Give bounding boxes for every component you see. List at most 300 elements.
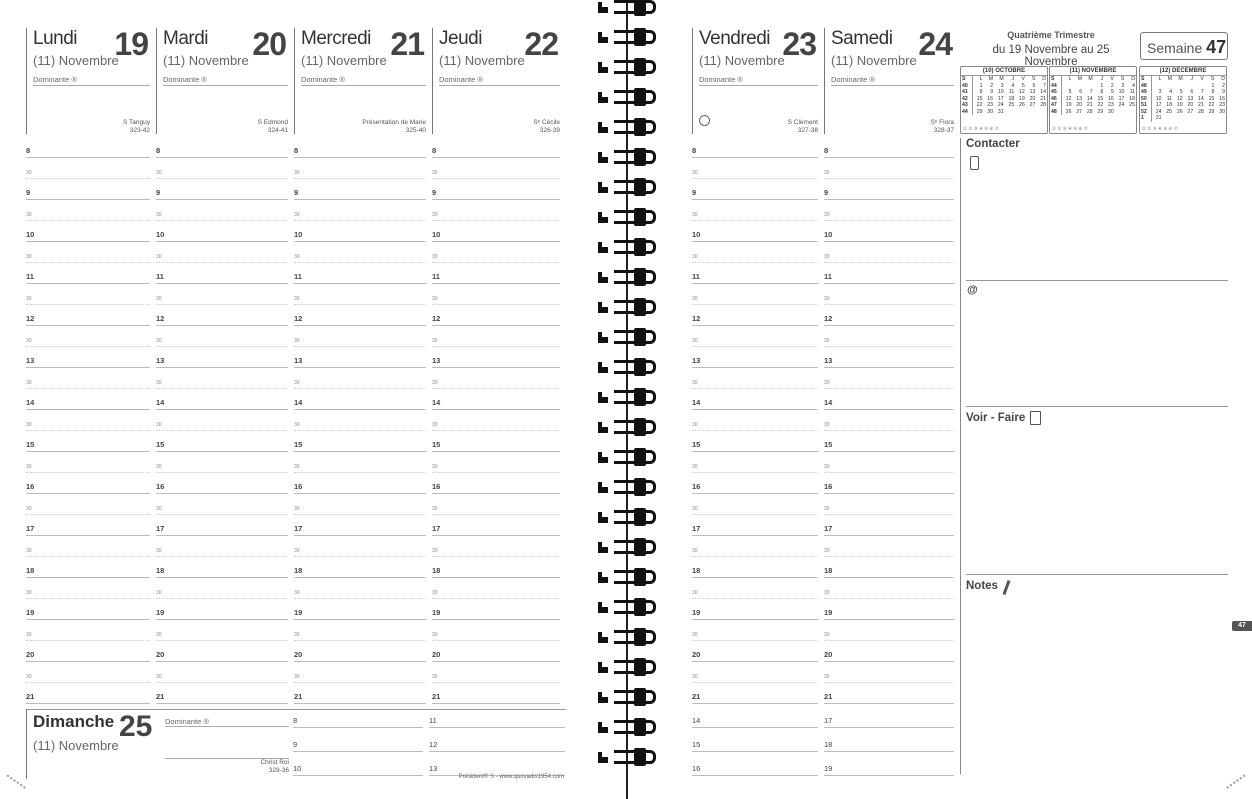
week-number-cell: 44 xyxy=(961,109,972,116)
half-hour-row[interactable] xyxy=(26,167,150,179)
date-cell: 22 xyxy=(976,102,983,108)
hour-row[interactable] xyxy=(692,650,818,662)
half-hour-row[interactable] xyxy=(692,167,818,179)
half-hour-label: 30 xyxy=(294,632,300,638)
saint-name: Présentation de Marie xyxy=(362,119,426,126)
hour-row[interactable] xyxy=(432,566,560,578)
hour-row[interactable] xyxy=(26,650,150,662)
hour-row[interactable] xyxy=(26,440,150,452)
weekend-hour-line[interactable]: 16 xyxy=(692,764,818,776)
half-hour-row[interactable] xyxy=(432,461,560,473)
half-hour-label: 30 xyxy=(294,296,300,302)
half-hour-row[interactable] xyxy=(432,293,560,305)
hour-row[interactable] xyxy=(294,692,426,704)
half-hour-label: 30 xyxy=(156,254,162,260)
hour-row[interactable] xyxy=(26,398,150,410)
hour-row[interactable] xyxy=(432,608,560,620)
hour-row[interactable] xyxy=(156,272,288,284)
half-hour-row[interactable] xyxy=(294,587,426,599)
half-hour-row[interactable] xyxy=(26,335,150,347)
half-hour-label: 30 xyxy=(824,338,830,344)
hour-row[interactable] xyxy=(156,314,288,326)
half-hour-row[interactable] xyxy=(824,587,954,599)
half-hour-row[interactable] xyxy=(156,209,288,221)
half-hour-row[interactable] xyxy=(26,209,150,221)
half-hour-label: 30 xyxy=(26,380,32,386)
half-hour-row[interactable] xyxy=(692,335,818,347)
hour-row[interactable] xyxy=(692,398,818,410)
half-hour-row[interactable] xyxy=(26,629,150,641)
half-hour-row[interactable] xyxy=(692,587,818,599)
hour-label: 14 xyxy=(432,398,441,407)
hour-row[interactable] xyxy=(156,650,288,662)
hour-row[interactable] xyxy=(692,188,818,200)
half-hour-row[interactable] xyxy=(432,671,560,683)
hour-label: 17 xyxy=(294,524,303,533)
phone-icon xyxy=(970,156,979,170)
half-hour-label: 30 xyxy=(692,632,698,638)
hour-row[interactable] xyxy=(432,482,560,494)
wire-clip xyxy=(634,658,646,676)
saint-block xyxy=(533,119,560,135)
date-cell: 5 xyxy=(1179,89,1183,95)
week-number-cell: 48 xyxy=(1140,83,1151,90)
hour-row[interactable] xyxy=(824,524,954,536)
date-cell: 12 xyxy=(1176,95,1183,102)
half-hour-label: 30 xyxy=(294,380,300,386)
half-hour-row[interactable] xyxy=(156,629,288,641)
half-hour-row[interactable] xyxy=(156,503,288,515)
weekday-header: S xyxy=(1210,76,1215,82)
hour-label: 13 xyxy=(432,356,441,365)
half-hour-row[interactable] xyxy=(156,461,288,473)
hour-label: 18 xyxy=(26,566,35,575)
hour-label: 19 xyxy=(432,608,441,617)
half-hour-row[interactable] xyxy=(432,545,560,557)
weekday-header: J xyxy=(1011,76,1015,82)
date-cell: 3 xyxy=(1121,82,1125,89)
weekday-header: M xyxy=(999,76,1004,82)
half-hour-row[interactable] xyxy=(294,461,426,473)
half-hour-row[interactable] xyxy=(692,545,818,557)
notes-section-title: Notes xyxy=(966,580,998,592)
day-name: Vendredi xyxy=(699,28,771,49)
notepad-icon xyxy=(1030,411,1041,425)
half-hour-row[interactable] xyxy=(692,461,818,473)
date-cell: 2 xyxy=(1222,82,1225,89)
half-hour-row[interactable] xyxy=(156,587,288,599)
punch-hole xyxy=(598,92,608,103)
hour-row[interactable] xyxy=(692,524,818,536)
sunday-hour-line[interactable]: 12 xyxy=(429,740,565,752)
hour-row[interactable] xyxy=(692,230,818,242)
half-hour-row[interactable] xyxy=(294,209,426,221)
half-hour-row[interactable] xyxy=(824,545,954,557)
hour-row[interactable] xyxy=(692,566,818,578)
weekday-header: M xyxy=(1088,76,1093,82)
day-number: 20 xyxy=(252,26,286,62)
half-hour-row[interactable] xyxy=(824,419,954,431)
weekend-hour-line[interactable]: 15 xyxy=(692,740,818,752)
weekday-header: V xyxy=(1200,76,1204,82)
half-hour-row[interactable] xyxy=(294,503,426,515)
hour-row[interactable] xyxy=(156,524,288,536)
date-cell: 1 xyxy=(1211,82,1215,89)
hour-row[interactable] xyxy=(26,188,150,200)
weekend-hour-line[interactable]: 14 xyxy=(692,716,818,728)
hour-row[interactable] xyxy=(294,314,426,326)
hour-row[interactable] xyxy=(692,692,818,704)
date-cell: 8 xyxy=(1100,89,1104,95)
weekday-header: S xyxy=(1120,76,1125,82)
hour-label: 17 xyxy=(156,524,165,533)
hour-row[interactable] xyxy=(294,440,426,452)
half-hour-row[interactable] xyxy=(156,671,288,683)
punch-hole xyxy=(598,572,608,583)
day-month: (11) Novembre xyxy=(163,53,249,68)
hour-row[interactable] xyxy=(692,440,818,452)
date-cell xyxy=(1125,109,1136,116)
hour-label: 9 xyxy=(156,188,161,197)
half-hour-row[interactable] xyxy=(824,251,954,263)
half-hour-row[interactable] xyxy=(156,293,288,305)
half-hour-row[interactable] xyxy=(432,503,560,515)
spiral-ring xyxy=(598,178,660,196)
hour-label: 12 xyxy=(824,314,833,323)
hour-row[interactable] xyxy=(156,482,288,494)
sunday-hour-line[interactable]: 9 xyxy=(293,740,423,752)
half-hour-row[interactable] xyxy=(824,167,954,179)
half-hour-row[interactable] xyxy=(692,503,818,515)
half-hour-row[interactable] xyxy=(156,335,288,347)
wire-clip xyxy=(634,118,646,136)
hour-label: 11 xyxy=(156,272,164,281)
day-month: (11) Novembre xyxy=(699,53,785,68)
date-cell: 5 xyxy=(1021,82,1025,89)
hour-row[interactable] xyxy=(432,650,560,662)
sunday-hour-line[interactable]: 13 xyxy=(429,764,565,776)
half-hour-label: 30 xyxy=(26,296,32,302)
hour-row[interactable] xyxy=(26,692,150,704)
half-hour-row[interactable] xyxy=(824,503,954,515)
half-hour-label: 30 xyxy=(432,422,438,428)
date-cell: 7 xyxy=(1043,82,1046,89)
day-header xyxy=(294,28,432,134)
hour-row[interactable] xyxy=(824,482,954,494)
half-hour-row[interactable] xyxy=(26,251,150,263)
half-hour-row[interactable] xyxy=(692,629,818,641)
half-hour-row[interactable] xyxy=(26,377,150,389)
date-cell: 6 xyxy=(1079,89,1083,95)
half-hour-row[interactable] xyxy=(156,167,288,179)
half-hour-row[interactable] xyxy=(294,377,426,389)
hour-label: 16 xyxy=(692,482,701,491)
hour-row[interactable] xyxy=(432,692,560,704)
half-hour-row[interactable] xyxy=(824,671,954,683)
hour-row[interactable] xyxy=(692,146,818,158)
hour-row[interactable] xyxy=(26,314,150,326)
half-hour-row[interactable] xyxy=(692,419,818,431)
mini-calendar xyxy=(1139,66,1227,134)
hour-row[interactable] xyxy=(432,356,560,368)
wire-clip xyxy=(634,238,646,256)
weekend-hour-line[interactable]: 17 xyxy=(824,716,954,728)
hour-row[interactable] xyxy=(26,566,150,578)
saint-block xyxy=(931,119,954,135)
hour-row[interactable] xyxy=(156,440,288,452)
date-cell: 31 xyxy=(997,108,1004,115)
hour-row[interactable] xyxy=(824,608,954,620)
date-cell: 4 xyxy=(1132,82,1135,89)
date-cell: 13 xyxy=(1029,89,1036,95)
wire-clip xyxy=(634,448,646,466)
hour-label: 10 xyxy=(294,230,303,239)
sunday-hour-line[interactable]: 10 xyxy=(293,764,423,776)
hour-row[interactable] xyxy=(692,608,818,620)
date-cell: 8 xyxy=(1211,89,1215,95)
half-hour-row[interactable] xyxy=(156,251,288,263)
half-hour-row[interactable] xyxy=(294,545,426,557)
wire-clip xyxy=(634,478,646,496)
half-hour-row[interactable] xyxy=(824,209,954,221)
hour-row[interactable] xyxy=(156,608,288,620)
todo-section-title: Voir - Faire xyxy=(966,412,1026,424)
hour-row[interactable] xyxy=(26,230,150,242)
hour-row[interactable] xyxy=(824,650,954,662)
half-hour-row[interactable] xyxy=(692,671,818,683)
half-hour-label: 30 xyxy=(156,548,162,554)
week-badge xyxy=(1140,32,1228,60)
hour-label: 20 xyxy=(156,650,165,659)
hour-row[interactable] xyxy=(156,146,288,158)
half-hour-row[interactable] xyxy=(824,461,954,473)
wire-clip xyxy=(634,628,646,646)
half-hour-row[interactable] xyxy=(156,419,288,431)
half-hour-row[interactable] xyxy=(294,629,426,641)
half-hour-row[interactable] xyxy=(26,419,150,431)
half-hour-row[interactable] xyxy=(26,587,150,599)
half-hour-row[interactable] xyxy=(692,293,818,305)
half-hour-row[interactable] xyxy=(824,293,954,305)
hour-row[interactable] xyxy=(294,524,426,536)
hour-label: 17 xyxy=(26,524,35,533)
hour-label: 14 xyxy=(294,398,303,407)
hour-row[interactable] xyxy=(432,440,560,452)
hour-label: 10 xyxy=(26,230,35,239)
hour-row[interactable] xyxy=(432,524,560,536)
half-hour-row[interactable] xyxy=(294,167,426,179)
half-hour-row[interactable] xyxy=(26,461,150,473)
hour-label: 11 xyxy=(692,272,700,281)
mini-calendar xyxy=(960,66,1048,134)
hour-row[interactable] xyxy=(432,146,560,158)
hour-row[interactable] xyxy=(294,650,426,662)
hour-row[interactable] xyxy=(824,230,954,242)
hour-label: 12 xyxy=(26,314,35,323)
hour-row[interactable] xyxy=(294,482,426,494)
hour-row[interactable] xyxy=(26,146,150,158)
day-number: 24 xyxy=(918,26,952,62)
hour-label: 20 xyxy=(26,650,35,659)
hour-row[interactable] xyxy=(294,608,426,620)
hour-row[interactable] xyxy=(26,608,150,620)
hour-row[interactable] xyxy=(294,230,426,242)
half-hour-row[interactable] xyxy=(26,671,150,683)
hour-row[interactable] xyxy=(156,356,288,368)
hour-row[interactable] xyxy=(294,272,426,284)
date-cell: 21 xyxy=(1086,102,1093,108)
hour-row[interactable] xyxy=(156,398,288,410)
date-cell: 29 xyxy=(1097,108,1104,115)
punch-hole xyxy=(598,212,608,223)
week-number-cell: 1 xyxy=(1140,115,1151,122)
weekend-hour-line[interactable]: 19 xyxy=(824,764,954,776)
half-hour-row[interactable] xyxy=(432,377,560,389)
half-hour-row[interactable] xyxy=(26,545,150,557)
hour-label: 18 xyxy=(156,566,165,575)
hour-row[interactable] xyxy=(432,230,560,242)
spiral-ring xyxy=(598,208,660,226)
wire-clip xyxy=(634,268,646,286)
day-of-year: 325-40 xyxy=(405,127,426,134)
hour-row[interactable] xyxy=(824,272,954,284)
hour-row[interactable] xyxy=(692,356,818,368)
half-hour-row[interactable] xyxy=(156,377,288,389)
half-hour-row[interactable] xyxy=(432,251,560,263)
spiral-ring xyxy=(598,358,660,376)
hour-row[interactable] xyxy=(692,482,818,494)
weekday-header: M xyxy=(1167,76,1173,82)
wire-clip xyxy=(634,298,646,316)
day-of-year: 324-41 xyxy=(267,127,288,134)
date-cell: 10 xyxy=(1155,95,1162,102)
hour-row[interactable] xyxy=(824,398,954,410)
at-icon: @ xyxy=(967,284,978,296)
day-header xyxy=(26,28,156,134)
hour-row[interactable] xyxy=(294,398,426,410)
half-hour-row[interactable] xyxy=(26,293,150,305)
half-hour-row[interactable] xyxy=(294,251,426,263)
dominante-field: Dominante ® xyxy=(33,75,150,86)
hour-row[interactable] xyxy=(26,356,150,368)
half-hour-row[interactable] xyxy=(692,251,818,263)
hour-label: 11 xyxy=(432,272,440,281)
weekday-header: J xyxy=(1190,76,1194,82)
hour-row[interactable] xyxy=(824,440,954,452)
hour-row[interactable] xyxy=(824,188,954,200)
pencil-icon xyxy=(1003,580,1011,595)
hour-label: 21 xyxy=(156,692,165,701)
half-hour-row[interactable] xyxy=(294,335,426,347)
half-hour-row[interactable] xyxy=(432,629,560,641)
half-hour-label: 30 xyxy=(692,212,698,218)
date-cell: 19 xyxy=(1176,102,1183,108)
hour-row[interactable] xyxy=(824,692,954,704)
hour-row[interactable] xyxy=(156,188,288,200)
half-hour-row[interactable] xyxy=(824,377,954,389)
wire-clip xyxy=(634,388,646,406)
hour-row[interactable] xyxy=(432,188,560,200)
half-hour-row[interactable] xyxy=(156,545,288,557)
hour-row[interactable] xyxy=(824,314,954,326)
saint-name: Sᵉ Flora xyxy=(930,119,954,126)
sunday-hour-line[interactable]: 11 xyxy=(429,716,565,728)
half-hour-row[interactable] xyxy=(432,167,560,179)
dominante-field: Dominante ® xyxy=(439,75,560,86)
date-cell: 30 xyxy=(1108,108,1114,115)
hour-label: 15 xyxy=(156,440,165,449)
date-cell: 12 xyxy=(1019,89,1025,95)
wire-clip xyxy=(634,88,646,106)
hour-row[interactable] xyxy=(432,272,560,284)
hour-column xyxy=(432,146,560,706)
date-cell: 24 xyxy=(1118,102,1125,108)
hour-row[interactable] xyxy=(26,272,150,284)
hour-row[interactable] xyxy=(432,398,560,410)
half-hour-row[interactable] xyxy=(294,293,426,305)
half-hour-row[interactable] xyxy=(432,335,560,347)
half-hour-row[interactable] xyxy=(824,629,954,641)
half-hour-label: 30 xyxy=(824,212,830,218)
half-hour-row[interactable] xyxy=(692,377,818,389)
half-hour-label: 30 xyxy=(432,212,438,218)
punch-hole xyxy=(598,512,608,523)
hour-label: 12 xyxy=(432,314,441,323)
hour-row[interactable] xyxy=(26,482,150,494)
punch-hole xyxy=(598,542,608,553)
week-number-cell: 44 xyxy=(1050,83,1061,90)
hour-row[interactable] xyxy=(432,314,560,326)
hour-row[interactable] xyxy=(692,272,818,284)
hour-row[interactable] xyxy=(294,146,426,158)
weekday-header: J xyxy=(1100,76,1104,82)
hour-row[interactable] xyxy=(692,314,818,326)
weekend-hour-line[interactable]: 18 xyxy=(824,740,954,752)
hour-row[interactable] xyxy=(156,692,288,704)
half-hour-row[interactable] xyxy=(294,671,426,683)
hour-row[interactable] xyxy=(294,356,426,368)
hour-column xyxy=(824,146,954,706)
hour-row[interactable] xyxy=(294,188,426,200)
half-hour-row[interactable] xyxy=(824,335,954,347)
half-hour-row[interactable] xyxy=(26,503,150,515)
sunday-hour-line[interactable]: 8 xyxy=(293,716,423,728)
half-hour-row[interactable] xyxy=(294,419,426,431)
week-number-cell: 52 xyxy=(1140,109,1151,116)
hour-row[interactable] xyxy=(824,146,954,158)
date-cell: 29 xyxy=(1208,108,1215,115)
hour-label: 16 xyxy=(26,482,35,491)
punch-hole xyxy=(598,242,608,253)
punch-hole xyxy=(598,32,608,43)
hour-row[interactable] xyxy=(824,356,954,368)
page-number: 47 xyxy=(1232,621,1252,631)
hour-row[interactable] xyxy=(156,230,288,242)
half-hour-row[interactable] xyxy=(692,209,818,221)
hour-row[interactable] xyxy=(156,566,288,578)
dominante-field: Dominante ® xyxy=(831,75,954,86)
hour-row[interactable] xyxy=(294,566,426,578)
half-hour-row[interactable] xyxy=(432,419,560,431)
date-cell: 2 xyxy=(990,82,994,89)
hour-row[interactable] xyxy=(824,566,954,578)
circle-checkbox[interactable] xyxy=(699,115,710,126)
half-hour-row[interactable] xyxy=(432,587,560,599)
half-hour-row[interactable] xyxy=(432,209,560,221)
date-cell: 16 xyxy=(1219,95,1225,102)
hour-row[interactable] xyxy=(26,524,150,536)
weekday-header: S xyxy=(1031,76,1036,82)
